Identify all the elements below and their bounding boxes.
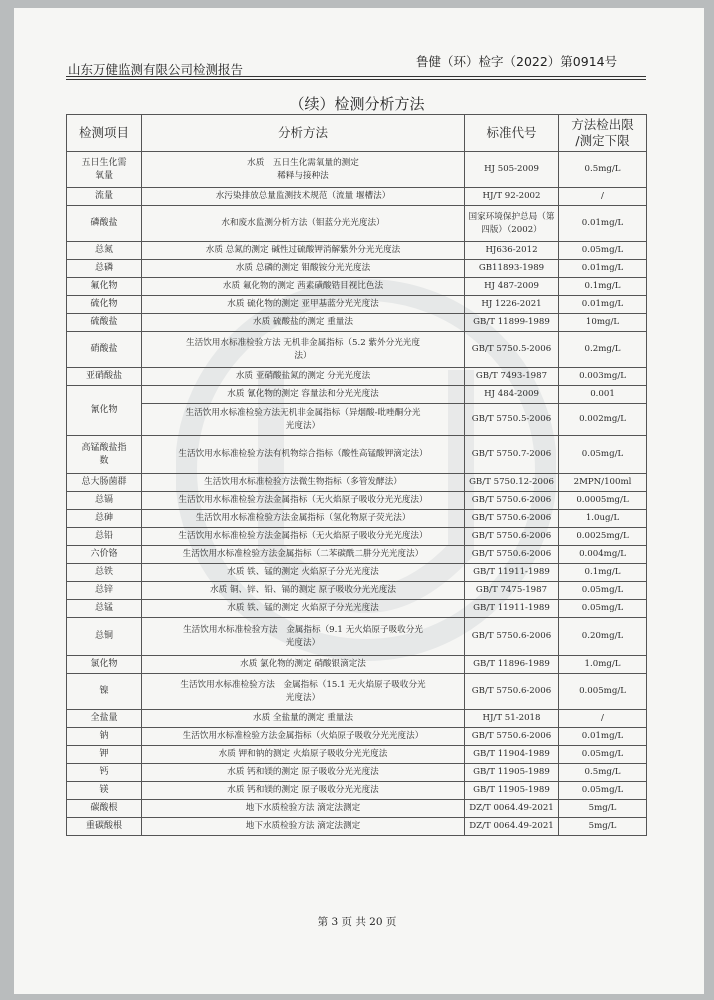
item-cell: 氯化物 — [67, 656, 142, 674]
method-cell: 水质 钙和镁的测定 原子吸收分光光度法 — [142, 782, 465, 800]
method-cell: 水质 总氮的测定 碱性过硫酸钾消解紫外分光光度法 — [142, 242, 465, 260]
code-cell: GB/T 5750.6-2006 — [465, 546, 559, 564]
code-cell: GB/T 11899-1989 — [465, 314, 559, 332]
limit-cell: 0.01mg/L — [559, 206, 647, 242]
item-cell: 钙 — [67, 764, 142, 782]
method-cell: 水质 硫酸盐的测定 重量法 — [142, 314, 465, 332]
limit-cell: 0.01mg/L — [559, 260, 647, 278]
table-row — [67, 152, 647, 188]
item-cell: 总锰 — [67, 600, 142, 618]
item-cell: 氰化物 — [67, 386, 142, 436]
table-row — [67, 260, 647, 278]
code-cell: HJ 484-2009 — [465, 386, 559, 404]
limit-cell: 0.05mg/L — [559, 242, 647, 260]
code-cell: GB/T 5750.12-2006 — [465, 474, 559, 492]
item-cell: 碳酸根 — [67, 800, 142, 818]
code-cell: GB/T 11904-1989 — [465, 746, 559, 764]
code-cell: GB/T 7493-1987 — [465, 368, 559, 386]
limit-cell: 0.005mg/L — [559, 674, 647, 710]
method-cell: 水质 铁、锰的测定 火焰原子分光光度法 — [142, 600, 465, 618]
code-cell: GB/T 11896-1989 — [465, 656, 559, 674]
limit-cell: 10mg/L — [559, 314, 647, 332]
code-cell: GB/T 5750.6-2006 — [465, 492, 559, 510]
item-cell: 磷酸盐 — [67, 206, 142, 242]
item-cell: 总砷 — [67, 510, 142, 528]
code-cell: HJ 487-2009 — [465, 278, 559, 296]
method-cell: 生活饮用水标准检验方法金属指标（氢化物原子荧光法） — [142, 510, 465, 528]
table-row — [67, 404, 647, 436]
method-cell: 地下水质检验方法 滴定法测定 — [142, 818, 465, 836]
code-cell: GB/T 5750.6-2006 — [465, 510, 559, 528]
header-rule — [66, 76, 646, 77]
method-cell: 水和废水监测分析方法（钼蓝分光光度法） — [142, 206, 465, 242]
limit-cell: 0.05mg/L — [559, 782, 647, 800]
item-cell: 高锰酸盐指 数 — [67, 436, 142, 474]
table-row — [67, 746, 647, 764]
code-cell: DZ/T 0064.49-2021 — [465, 800, 559, 818]
table-row — [67, 800, 647, 818]
limit-cell: 0.1mg/L — [559, 278, 647, 296]
method-cell: 水污染排放总量监测技术规范（流量 堰槽法） — [142, 188, 465, 206]
method-cell: 生活饮用水标准检验方法 金属指标（9.1 无火焰原子吸收分光 光度法） — [142, 618, 465, 656]
method-cell: 水质 氟化物的测定 茜素磺酸锆目视比色法 — [142, 278, 465, 296]
limit-cell: 5mg/L — [559, 800, 647, 818]
method-cell: 生活饮用水标准检验方法金属指标（无火焰原子吸收分光光度法） — [142, 492, 465, 510]
table-row — [67, 600, 647, 618]
limit-cell: 0.003mg/L — [559, 368, 647, 386]
limit-cell: 5mg/L — [559, 818, 647, 836]
method-cell: 生活饮用水标准检验方法金属指标（无火焰原子吸收分光光度法） — [142, 528, 465, 546]
method-cell: 水质 五日生化需氧量的测定 稀释与接种法 — [142, 152, 465, 188]
method-cell: 水质 总磷的测定 钼酸铵分光光度法 — [142, 260, 465, 278]
item-cell: 总氮 — [67, 242, 142, 260]
limit-cell: 0.004mg/L — [559, 546, 647, 564]
method-cell: 生活饮用水标准检验方法 金属指标（15.1 无火焰原子吸收分光 光度法） — [142, 674, 465, 710]
code-cell: GB/T 5750.6-2006 — [465, 528, 559, 546]
code-cell: GB/T 5750.5-2006 — [465, 404, 559, 436]
limit-cell: 1.0mg/L — [559, 656, 647, 674]
method-cell: 生活饮用水标准检验方法无机非金属指标（异烟酸-吡唑酮分光 光度法） — [142, 404, 465, 436]
item-cell: 总锌 — [67, 582, 142, 600]
method-cell: 水质 钾和钠的测定 火焰原子吸收分光光度法 — [142, 746, 465, 764]
code-cell: 国家环境保护总局（第 四版）（2002） — [465, 206, 559, 242]
limit-cell: 0.01mg/L — [559, 296, 647, 314]
item-cell: 重碳酸根 — [67, 818, 142, 836]
methods-table — [66, 114, 647, 836]
item-cell: 总铅 — [67, 528, 142, 546]
table-row — [67, 818, 647, 836]
table-row — [67, 278, 647, 296]
limit-cell: 0.05mg/L — [559, 746, 647, 764]
col-header-method: 分析方法 — [142, 115, 465, 152]
item-cell: 氟化物 — [67, 278, 142, 296]
code-cell: GB/T 5750.5-2006 — [465, 332, 559, 368]
code-cell: GB/T 11905-1989 — [465, 782, 559, 800]
method-cell: 水质 铜、锌、铅、镉的测定 原子吸收分光光度法 — [142, 582, 465, 600]
table-row — [67, 728, 647, 746]
code-cell: GB/T 5750.6-2006 — [465, 674, 559, 710]
item-cell: 六价铬 — [67, 546, 142, 564]
code-cell: GB/T 5750.6-2006 — [465, 728, 559, 746]
table-row — [67, 314, 647, 332]
item-cell: 总铁 — [67, 564, 142, 582]
method-cell: 水质 亚硝酸盐氮的测定 分光光度法 — [142, 368, 465, 386]
code-cell: HJ 505-2009 — [465, 152, 559, 188]
code-cell: GB/T 7475-1987 — [465, 582, 559, 600]
method-cell: 水质 氯化物的测定 硝酸银滴定法 — [142, 656, 465, 674]
item-cell: 镁 — [67, 782, 142, 800]
table-row — [67, 528, 647, 546]
table-row — [67, 206, 647, 242]
limit-cell: 0.001 — [559, 386, 647, 404]
limit-cell: 0.0005mg/L — [559, 492, 647, 510]
table-row — [67, 764, 647, 782]
table-row — [67, 618, 647, 656]
page-title: （续）检测分析方法 — [289, 95, 425, 113]
report-number: 鲁健（环）检字（2022）第0914号 — [416, 54, 618, 69]
code-cell: GB/T 11905-1989 — [465, 764, 559, 782]
table-row — [67, 710, 647, 728]
table-row — [67, 296, 647, 314]
company-header: 山东万健监测有限公司检测报告 — [68, 62, 244, 77]
limit-cell: 1.0ug/L — [559, 510, 647, 528]
table-row — [67, 436, 647, 474]
item-cell: 镍 — [67, 674, 142, 710]
code-cell: HJ/T 51-2018 — [465, 710, 559, 728]
item-cell: 总镉 — [67, 492, 142, 510]
table-row — [67, 386, 647, 404]
table-row — [67, 368, 647, 386]
col-header-code: 标准代号 — [465, 115, 559, 152]
table-row — [67, 564, 647, 582]
method-cell: 生活饮用水标准检验方法金属指标（二苯碳酰二肼分光光度法） — [142, 546, 465, 564]
method-cell: 生活饮用水标准检验方法 无机非金属指标（5.2 紫外分光光度 法） — [142, 332, 465, 368]
limit-cell: 0.1mg/L — [559, 564, 647, 582]
item-cell: 亚硝酸盐 — [67, 368, 142, 386]
limit-cell: 0.0025mg/L — [559, 528, 647, 546]
code-cell: DZ/T 0064.49-2021 — [465, 818, 559, 836]
code-cell: GB/T 11911-1989 — [465, 600, 559, 618]
table-row — [67, 546, 647, 564]
method-cell: 水质 硫化物的测定 亚甲基蓝分光光度法 — [142, 296, 465, 314]
limit-cell: 0.01mg/L — [559, 728, 647, 746]
table-row — [67, 332, 647, 368]
code-cell: GB/T 5750.6-2006 — [465, 618, 559, 656]
table-header-row — [67, 115, 647, 152]
header-rule-2 — [66, 79, 646, 80]
table-row — [67, 492, 647, 510]
col-header-item: 检测项目 — [67, 115, 142, 152]
limit-cell: 0.20mg/L — [559, 618, 647, 656]
method-cell: 水质 铁、锰的测定 火焰原子分光光度法 — [142, 564, 465, 582]
limit-cell: 0.05mg/L — [559, 436, 647, 474]
code-cell: HJ636-2012 — [465, 242, 559, 260]
code-cell: HJ/T 92-2002 — [465, 188, 559, 206]
code-cell: GB/T 5750.7-2006 — [465, 436, 559, 474]
code-cell: HJ 1226-2021 — [465, 296, 559, 314]
method-cell: 水质 钙和镁的测定 原子吸收分光光度法 — [142, 764, 465, 782]
code-cell: GB11893-1989 — [465, 260, 559, 278]
item-cell: 总磷 — [67, 260, 142, 278]
limit-cell: / — [559, 188, 647, 206]
code-cell: GB/T 11911-1989 — [465, 564, 559, 582]
item-cell: 钾 — [67, 746, 142, 764]
method-cell: 水质 氰化物的测定 容量法和分光光度法 — [142, 386, 465, 404]
limit-cell: 0.05mg/L — [559, 600, 647, 618]
method-cell: 地下水质检验方法 滴定法测定 — [142, 800, 465, 818]
limit-cell: 2MPN/100ml — [559, 474, 647, 492]
item-cell: 总大肠菌群 — [67, 474, 142, 492]
item-cell: 硫化物 — [67, 296, 142, 314]
table-row — [67, 782, 647, 800]
item-cell: 钠 — [67, 728, 142, 746]
table-row — [67, 474, 647, 492]
item-cell: 总铜 — [67, 618, 142, 656]
table-row — [67, 510, 647, 528]
item-cell: 五日生化需 氧量 — [67, 152, 142, 188]
item-cell: 全盐量 — [67, 710, 142, 728]
page-number: 第 3 页 共 20 页 — [317, 916, 397, 928]
limit-cell: 0.5mg/L — [559, 764, 647, 782]
col-header-limit: 方法检出限 /测定下限 — [559, 115, 647, 152]
table-row — [67, 242, 647, 260]
method-cell: 水质 全盐量的测定 重量法 — [142, 710, 465, 728]
limit-cell: 0.2mg/L — [559, 332, 647, 368]
limit-cell: 0.05mg/L — [559, 582, 647, 600]
method-cell: 生活饮用水标准检验方法微生物指标（多管发酵法） — [142, 474, 465, 492]
table-row — [67, 188, 647, 206]
table-row — [67, 582, 647, 600]
item-cell: 流量 — [67, 188, 142, 206]
table-row — [67, 656, 647, 674]
limit-cell: / — [559, 710, 647, 728]
item-cell: 硫酸盐 — [67, 314, 142, 332]
method-cell: 生活饮用水标准检验方法有机物综合指标（酸性高锰酸钾滴定法） — [142, 436, 465, 474]
method-cell: 生活饮用水标准检验方法金属指标（火焰原子吸收分光光度法） — [142, 728, 465, 746]
item-cell: 硝酸盐 — [67, 332, 142, 368]
limit-cell: 0.5mg/L — [559, 152, 647, 188]
table-row — [67, 674, 647, 710]
limit-cell: 0.002mg/L — [559, 404, 647, 436]
